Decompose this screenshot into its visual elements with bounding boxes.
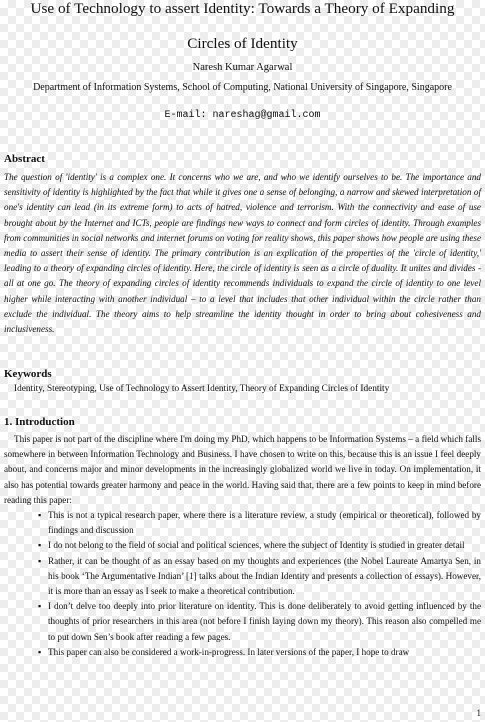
introduction-paragraph: This paper is not part of the discipline where I'm doing my PhD, which happens to be Information Systems – a field which falls somewhere in between Information Technology and Business. I have chosen to write on this, because this is an issue I feel deeply about, and concerns major and minor developments in the increasingly globalized world we live in today. On implementation, it also has potential towards greater harmony and peace in the world. Having said that, there are a few points to keep in mind before reading this paper: xyxy=(4,434,481,505)
abstract-heading: Abstract xyxy=(4,153,45,165)
bullet-item: ▪ This paper can also be considered a work-in-progress. In later versions of the paper, I hope to draw xyxy=(48,645,481,660)
keywords-text: Identity, Stereotyping, Use of Technology to Assert Identity, Theory of Expanding Circles of Identity xyxy=(14,384,390,394)
bullet-item: ▪ This is not a typical research paper, where there is a literature review, a study (empirical or theoretical), followed by findings and discussion xyxy=(48,508,481,538)
paper-title-line-1: Use of Technology to assert Identity: Towards a Theory of Expanding xyxy=(30,0,455,17)
bullet-item: ▪ I do not belong to the field of social and political sciences, where the subject of Identity is studied in greater detail xyxy=(48,538,481,553)
bullet-item: ▪ Rather, it can be thought of as an essay based on my thoughts and experiences (the Nobel Laureate Amartya Sen, in his book ‘The Argumentative Indian’ [1] talks about the Indian Identity and presents a collection of essays). However, it is more than an essay as I seek to make a theoretical contribution. xyxy=(48,554,481,600)
introduction-section xyxy=(4,432,481,660)
author-name: Naresh Kumar Agarwal xyxy=(192,62,293,73)
abstract-text: The question of 'identity' is a complex one. It concerns who we are, and who we identify ourselves to be. The importance and sensitivity of identity is highlighted by the fact that while it gives one a sense of belonging, a narrow and skewed interpretation of one's identity can lead (in its extreme form) to acts of hatred, violence and terrorism. With the connectivity and ease of use brought about by the Internet and ICTs, people are findings new ways to connect and form circles of identity. Through examples from communities in social networks and internet forums on voting for reality shows, this paper shows how people are using these media to assert their sense of identity. The primary contribution is an explication of the properties of the 'circle of identity,' leading to a theory of expanding circles of identity. Here, the circle of identity is seen as a circle of duality. It unites and divides - all at one go. The theory of expanding circles of identity recommends individuals to expand the circle of identity to one level higher while interacting with another individual – to a level that includes that other individual within the circle rather than exclude the individual. The theory aims to help streamline the identity thought in order to bring about cohesiveness and inclusiveness. xyxy=(4,172,481,335)
paper-title-line-2: Circles of Identity xyxy=(187,35,298,52)
author-affiliation: Department of Information Systems, School of Computing, National University of Singapore, Singapore xyxy=(33,82,452,93)
author-email: E-mail: nareshag@gmail.com xyxy=(164,110,321,121)
bullet-item: ▪ I don’t delve too deeply into prior literature on identity. This is done deliberately to avoid getting influenced by the thoughts of prior researchers in this area (not before I finish laying down my theory). This reason also compelled me to put down Sen’s book after reading a few pages. xyxy=(48,599,481,645)
introduction-heading: 1. Introduction xyxy=(4,416,75,428)
page-number: 1 xyxy=(476,708,481,718)
keywords-heading: Keywords xyxy=(4,368,52,380)
introduction-bullet-list xyxy=(4,508,481,660)
